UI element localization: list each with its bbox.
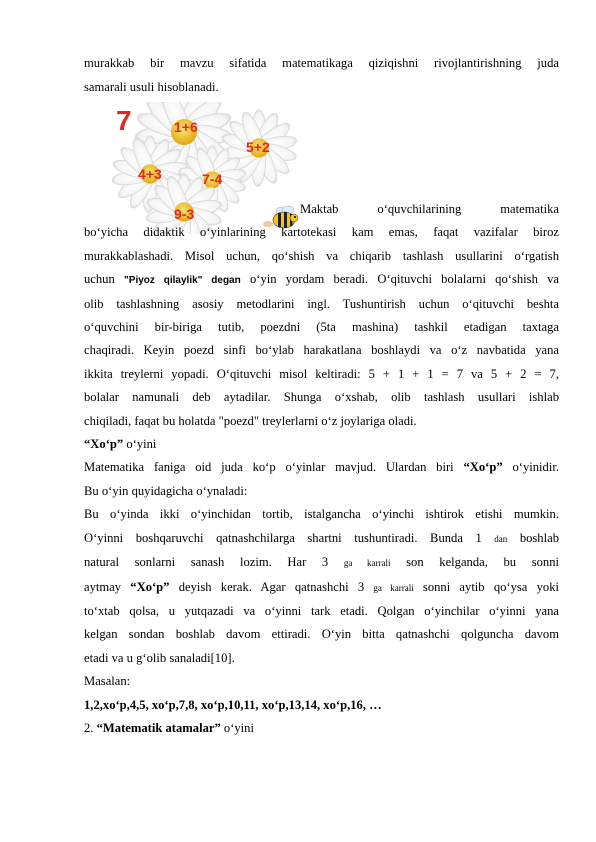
card-1: 1+6 (174, 119, 198, 135)
para1-line-4 (84, 268, 559, 292)
card-5: 9-3 (174, 206, 195, 222)
card-4: 7-4 (202, 171, 223, 187)
card-3: 4+3 (138, 166, 162, 182)
section-title-atamalar (84, 717, 559, 740)
para1-line-9: bolalar namunali deb aytadilar. Shunga o‘xshab, olib tashlash usullari ishlab (84, 390, 559, 405)
xop-line-8: kelgan sondan boshlab davom ettiradi. O‘yin bitta qatnashchi qolguncha davom (84, 627, 559, 642)
text: uchun (84, 272, 115, 287)
para1-line-3: murakkablashadi. Misol uchun, qo‘shish va chiqarib tashlash usullarini o‘rgatish (84, 248, 559, 263)
xop-line-3: Bu o‘yinda ikki o‘yinchidan tortib, istalgancha o‘yinchi ishtirok etishi mumkin. (84, 507, 559, 522)
xop-line-9: etadi va u g‘olib sanaladi[10]. (84, 650, 235, 665)
title-bold: “Xo‘p” (84, 437, 124, 452)
word-matematika: matematika (500, 202, 559, 216)
card-2: 5+2 (246, 139, 270, 155)
card-number-7: 7 (116, 105, 132, 136)
text: natural sonlarni sanash lozim. Har 3 (84, 555, 329, 570)
title-rest: o‘yini (220, 720, 254, 735)
small-text: ga karrali (373, 582, 414, 593)
section-number: 2. (84, 720, 97, 735)
xop-line-4 (84, 527, 559, 551)
text: deyish kerak. Agar qatnashchi 3 (169, 579, 365, 594)
xop-line-6 (84, 576, 559, 600)
text: boshlab (519, 530, 559, 545)
text: sonni aytib qo‘ysa yoki (422, 579, 559, 594)
text: o‘yin yordam beradi. O‘qituvchi bolalarni qo‘shish va (249, 272, 559, 287)
example-label: Masalan: (84, 674, 131, 689)
para1-line-2: bo‘yicha didaktik o‘yinlarining kartotekasi kam emas, faqat vazifalar biroz (84, 225, 559, 240)
xop-line-5 (84, 551, 559, 575)
text: o‘yinidir. (502, 460, 559, 475)
title-bold: “Matematik atamalar” (96, 720, 221, 735)
intro-line-2: samarali usuli hisoblanadi. (84, 80, 219, 94)
word-maktab: Maktab (300, 202, 339, 216)
xop-bold: “Xo‘p” (463, 460, 503, 475)
text: aytmay (84, 579, 131, 594)
small-text: dan (494, 533, 508, 544)
text: Matematika faniga oid juda ko‘p o‘yinlar mavjud. Ulardan biri (84, 460, 464, 475)
intro-line-1: murakkab bir mavzu sifatida matematikaga qiziqishni rivojlantirishning juda (84, 56, 559, 70)
text: O‘yinni boshqaruvchi qatnashchilarga shartni tushuntiradi. Bunda 1 (84, 530, 482, 545)
xop-line-1 (84, 456, 559, 479)
para1-line-1 (84, 198, 559, 221)
game-name-piyoz: "Piyoz qilaylik" degan (124, 275, 241, 287)
xop-bold: “Xo‘p” (130, 579, 170, 594)
para1-line-7: chaqiradi. Keyin poezd sinfi bo‘ylab harakatlana boshlaydi va o‘z navbatida yana (84, 343, 559, 358)
example-sequence: 1,2,xo‘p,4,5, xo‘p,7,8, xo‘p,10,11, xo‘p,13,14, xo‘p,16, … (84, 697, 382, 712)
paragraph-didactic-games (84, 198, 559, 740)
word-oquvchilarining: o‘quvchilarining (377, 202, 462, 216)
para1-line-8: ikkita treylerni yopadi. O‘qituvchi misol keltiradi: 5 + 1 + 1 = 7 va 5 + 2 = 7, (84, 366, 559, 381)
para1-line-10: chiqiladi, faqat bu holatda "poezd" treylerlarni o‘z joylariga oladi. (84, 413, 417, 428)
xop-line-7: to‘xtab qolsa, u yutqazadi va o‘yinni tark etadi. Qolgan o‘yinchilar o‘yinni yana (84, 603, 559, 618)
para1-line-5: olib tashlashning asosiy metodlarini ingl. Tushuntirish uchun o‘qituvchi beshta (84, 296, 559, 311)
title-rest: o‘yini (123, 437, 157, 452)
para1-line-6: o‘quvchini bir-biriga tutib, poezdni (5ta mashina) tashkil etadigan taxtaga (84, 320, 559, 335)
section-title-xop (84, 433, 559, 456)
xop-line-2: Bu o‘yin quyidagicha o‘ynaladi: (84, 483, 248, 498)
text: son kelganda, bu sonni (406, 555, 559, 570)
small-text: ga karrali (343, 558, 391, 569)
